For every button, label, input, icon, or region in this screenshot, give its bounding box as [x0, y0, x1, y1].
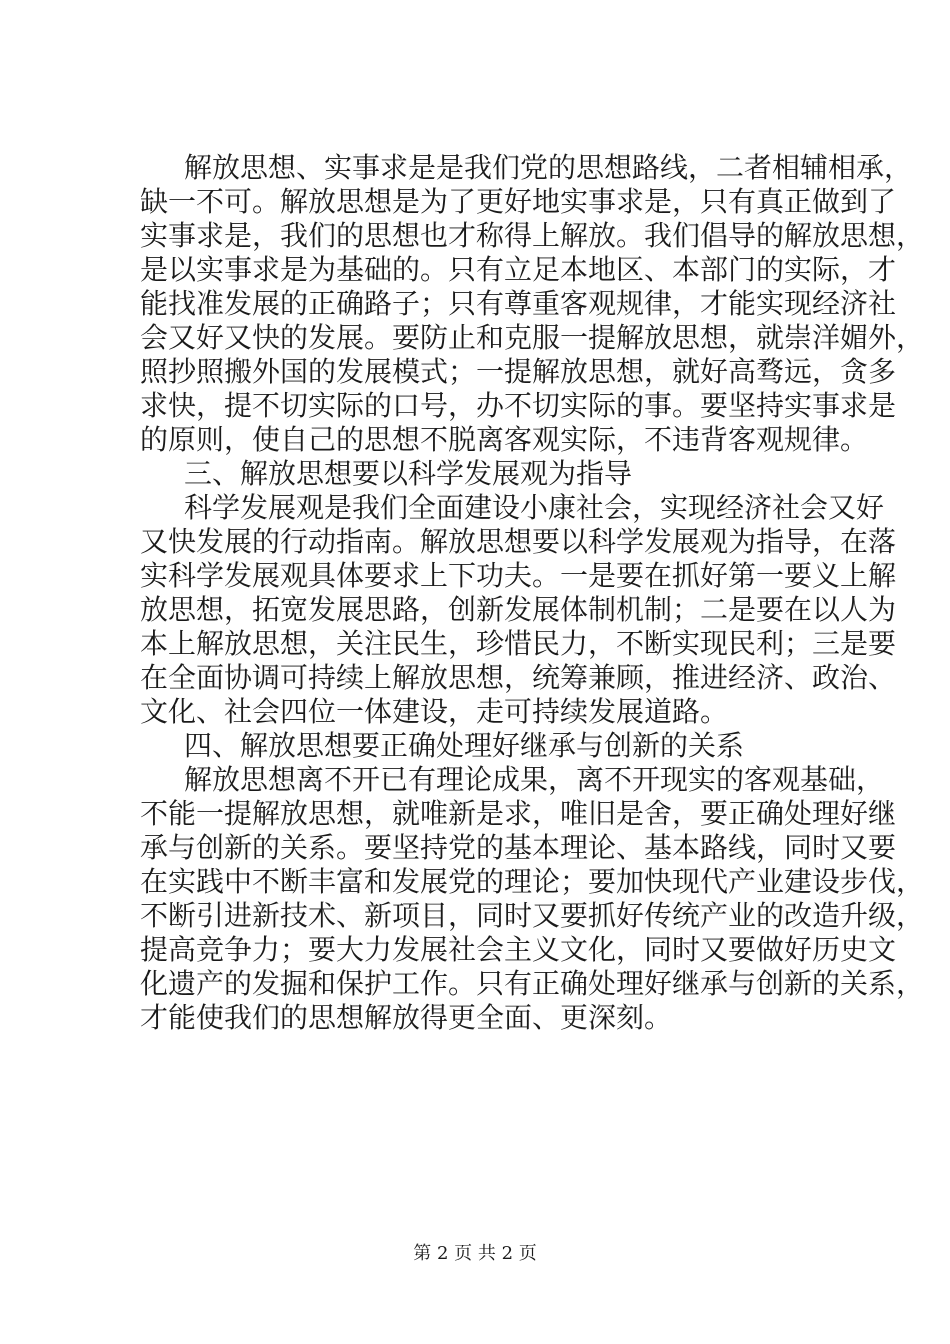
body-line: 不能一提解放思想，就唯新是求，唯旧是舍，要正确处理好继	[140, 797, 897, 830]
body-line: 实事求是，我们的思想也才称得上解放。我们倡导的解放思想，	[140, 219, 925, 252]
body-line: 是以实事求是为基础的。只有立足本地区、本部门的实际，才	[140, 253, 897, 286]
body-line: 承与创新的关系。要坚持党的基本理论、基本路线，同时又要	[140, 831, 897, 864]
body-line: 在全面协调可持续上解放思想，统筹兼顾，推进经济、政治、	[140, 661, 897, 694]
body-line: 本上解放思想，关注民生，珍惜民力，不断实现民利；三是要	[140, 627, 897, 660]
body-line: 文化、社会四位一体建设，走可持续发展道路。	[140, 695, 729, 728]
body-line: 放思想，拓宽发展思路，创新发展体制机制；二是要在以人为	[140, 593, 897, 626]
body-line: 提高竞争力；要大力发展社会主义文化，同时又要做好历史文	[140, 933, 897, 966]
body-line: 求快，提不切实际的口号，办不切实际的事。要坚持实事求是	[140, 389, 897, 422]
body-line: 解放思想、实事求是是我们党的思想路线，二者相辅相承，	[184, 151, 913, 184]
body-line: 实科学发展观具体要求上下功夫。一是要在抓好第一要义上解	[140, 559, 897, 592]
body-line: 科学发展观是我们全面建设小康社会，实现经济社会又好	[184, 491, 885, 524]
body-line: 又快发展的行动指南。解放思想要以科学发展观为指导，在落	[140, 525, 897, 558]
body-line: 能找准发展的正确路子；只有尊重客观规律，才能实现经济社	[140, 287, 897, 320]
body-line: 化遗产的发掘和保护工作。只有正确处理好继承与创新的关系，	[140, 967, 925, 1000]
body-line: 缺一不可。解放思想是为了更好地实事求是，只有真正做到了	[140, 185, 897, 218]
body-line: 照抄照搬外国的发展模式；一提解放思想，就好高骛远，贪多	[140, 355, 897, 388]
body-line: 在实践中不断丰富和发展党的理论；要加快现代产业建设步伐，	[140, 865, 925, 898]
body-line: 的原则，使自己的思想不脱离客观实际，不违背客观规律。	[140, 423, 869, 456]
section-heading: 三、解放思想要以科学发展观为指导	[184, 457, 633, 490]
body-line: 才能使我们的思想解放得更全面、更深刻。	[140, 1001, 673, 1034]
page-footer	[0, 1243, 950, 1265]
document-body	[140, 151, 925, 1035]
section-heading: 四、解放思想要正确处理好继承与创新的关系	[184, 729, 745, 762]
body-line: 不断引进新技术、新项目，同时又要抓好传统产业的改造升级，	[140, 899, 925, 932]
body-line: 解放思想离不开已有理论成果，离不开现实的客观基础，	[184, 763, 885, 796]
body-line: 会又好又快的发展。要防止和克服一提解放思想，就崇洋媚外，	[140, 321, 925, 354]
page-number: 第 2 页 共 2 页	[413, 1243, 537, 1264]
